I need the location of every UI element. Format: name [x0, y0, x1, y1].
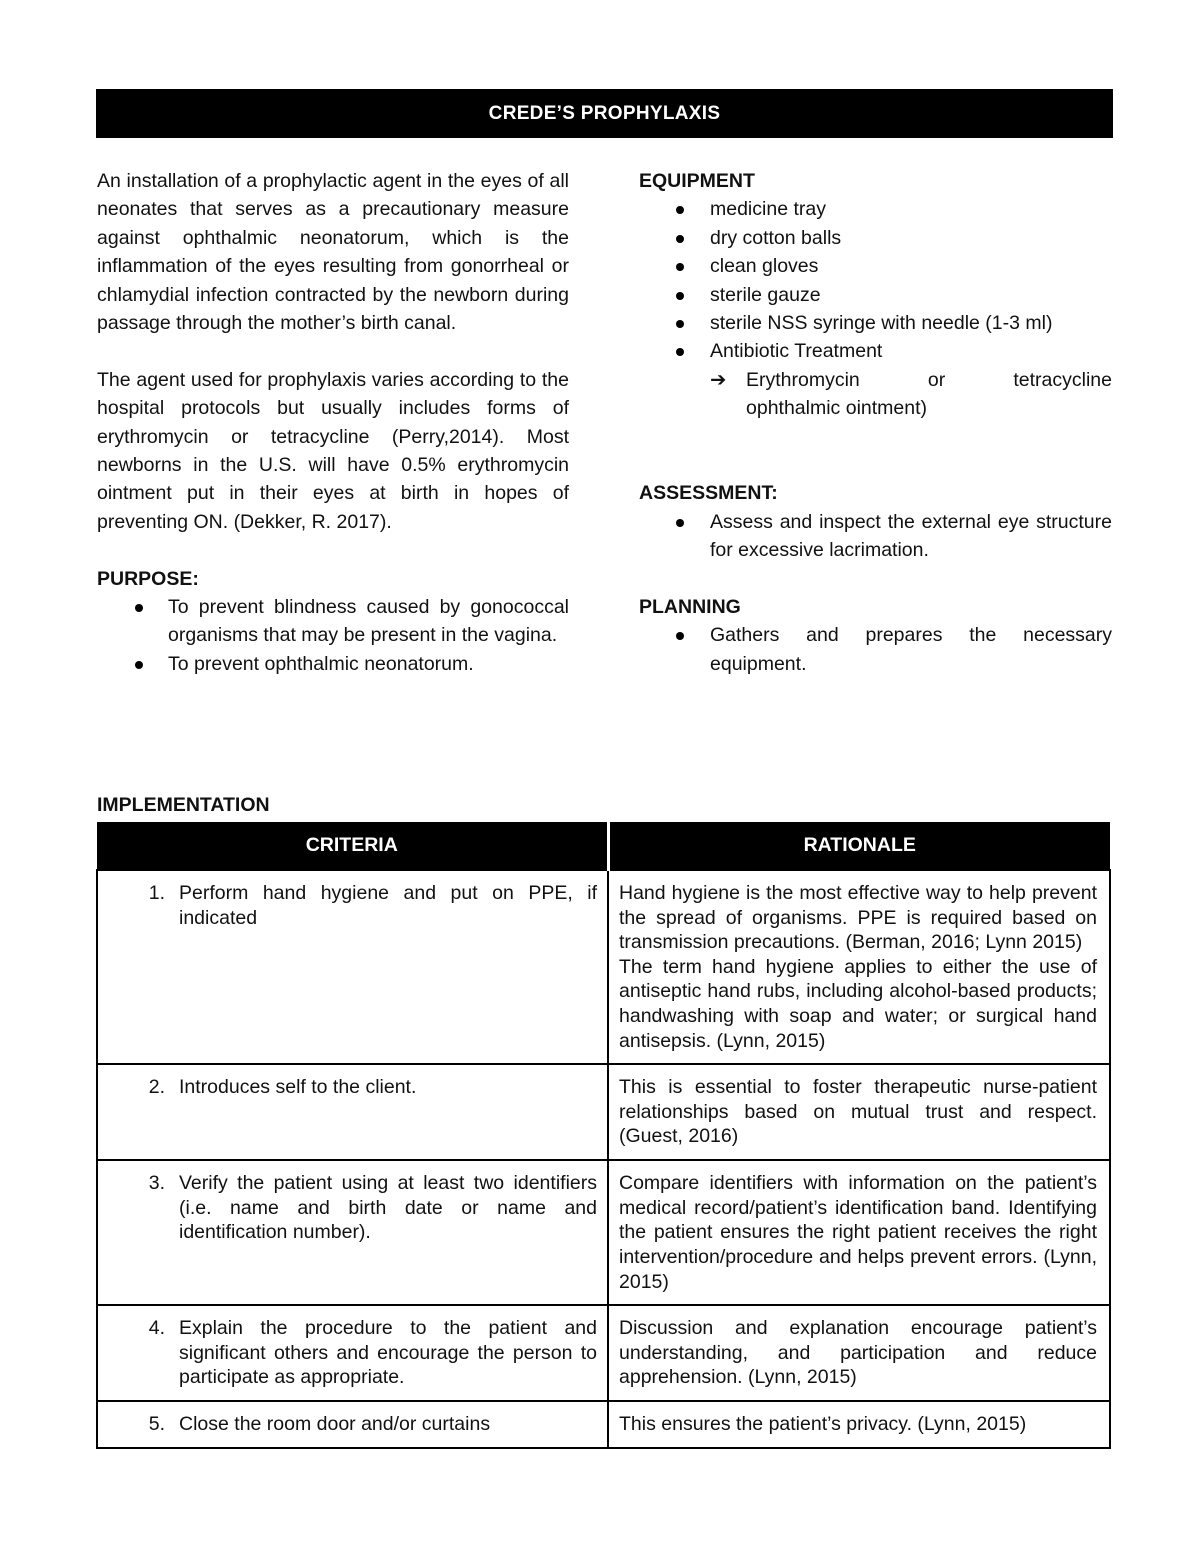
purpose-item: To prevent ophthalmic neonatorum. [97, 650, 569, 678]
criteria-cell [97, 1305, 608, 1401]
rationale-cell [608, 870, 1110, 1064]
equipment-item: dry cotton balls [639, 224, 1112, 252]
purpose-list [97, 593, 569, 678]
table-row [97, 870, 1110, 1064]
equipment-item: clean gloves [639, 252, 1112, 280]
rationale-text: Discussion and explanation encourage patient’s understanding, and participation and reduce apprehension. (Lynn, 2015) [619, 1317, 1097, 1389]
criteria-text: Introduces self to the client. [179, 1076, 417, 1099]
table-row [97, 1064, 1110, 1160]
implementation-heading: IMPLEMENTATION [97, 794, 270, 816]
right-column [639, 167, 1112, 678]
equipment-item: medicine tray [639, 195, 1112, 223]
rationale-text: Compare identifiers with information on the patient’s medical record/patient’s identification band. Identifying the patient ensures the right patient receives the right intervention/procedure and helps prevent errors. (Lynn, 2015) [619, 1172, 1097, 1293]
table-row [97, 1305, 1110, 1401]
planning-item: Gathers and prepares the necessary equipment. [639, 621, 1112, 678]
rationale-text: The term hand hygiene applies to either the use of antiseptic hand rubs, including alcohol-based products; handwashing with soap and water; or surgical hand antisepsis. (Lynn, 2015) [619, 955, 1097, 1052]
left-column [97, 167, 569, 678]
definition-paragraph: An installation of a prophylactic agent in the eyes of all neonates that serves as a precautionary measure against ophthalmic neonatorum, which is the inflammation of the eyes resulting from gonorrheal or chlamydial infection contracted by the newborn during passage through the mother’s birth canal. [97, 170, 569, 335]
criteria-cell [97, 870, 608, 1064]
equipment-item: sterile NSS syringe with needle (1-3 ml) [639, 309, 1112, 337]
arrow-right-icon: ➔ [710, 368, 727, 391]
purpose-heading: PURPOSE: [97, 567, 199, 590]
criteria-cell [97, 1401, 608, 1448]
table-row [97, 1160, 1110, 1305]
subitem-line-2: ophthalmic ointment) [746, 397, 928, 420]
rationale-cell [608, 1401, 1110, 1448]
agent-paragraph: The agent used for prophylaxis varies according to the hospital protocols but usually includes forms of erythromycin or tetracycline (Perry,2014). Most newborns in the U.S. will have 0.5% erythromycin ointment put in their eyes at birth in hopes of preventing ON. (Dekker, R. 2017). [97, 368, 569, 533]
implementation-table [96, 822, 1111, 1449]
purpose-item: To prevent blindness caused by gonococcal organisms that may be present in the vagina. [97, 593, 569, 650]
criteria-text: Close the room door and/or curtains [179, 1412, 491, 1435]
assessment-item: Assess and inspect the external eye structure for excessive lacrimation. [639, 508, 1112, 565]
step-number: 2. [148, 1076, 165, 1099]
step-number: 1. [148, 882, 165, 904]
table-header-row [97, 822, 1110, 870]
criteria-cell [97, 1064, 608, 1160]
equipment-item [639, 337, 1112, 422]
planning-list [639, 621, 1112, 678]
step-number: 4. [148, 1317, 165, 1340]
rationale-cell [608, 1160, 1110, 1305]
antibiotic-subitem [710, 366, 1112, 423]
assessment-list [639, 508, 1112, 565]
rationale-text: This is essential to foster therapeutic nurse-patient relationships based on mutual trust and respect. (Guest, 2016) [619, 1076, 1097, 1148]
table-row [97, 1401, 1110, 1448]
equipment-item-label: Antibiotic Treatment [710, 340, 883, 363]
criteria-column-header: CRITERIA [97, 822, 608, 870]
step-number: 3. [148, 1172, 165, 1195]
equipment-item: sterile gauze [639, 281, 1112, 309]
rationale-text: Hand hygiene is the most effective way to help prevent the spread of organisms. PPE is required based on transmission precautions. (Berman, 2016; Lynn 2015) [619, 882, 1097, 954]
antibiotic-sublist [710, 366, 1112, 423]
subitem-line-1: Erythromycin or tetracycline [746, 368, 1112, 391]
step-number: 5. [148, 1412, 165, 1435]
assessment-heading: ASSESSMENT: [639, 482, 778, 505]
equipment-heading: EQUIPMENT [639, 170, 755, 192]
rationale-cell [608, 1305, 1110, 1401]
planning-heading: PLANNING [639, 596, 741, 619]
criteria-cell [97, 1160, 608, 1305]
document-title: CREDE’S PROPHYLAXIS [96, 89, 1113, 138]
rationale-column-header: RATIONALE [608, 822, 1110, 870]
criteria-text: Perform hand hygiene and put on PPE, if indicated [179, 882, 597, 929]
criteria-text: Explain the procedure to the patient and significant others and encourage the person to participate as appropriate. [179, 1317, 597, 1389]
rationale-text: This ensures the patient’s privacy. (Lynn, 2015) [619, 1412, 1027, 1435]
criteria-text: Verify the patient using at least two identifiers (i.e. name and birth date or name and identification number). [179, 1172, 597, 1244]
equipment-list [639, 195, 1112, 422]
rationale-cell [608, 1064, 1110, 1160]
